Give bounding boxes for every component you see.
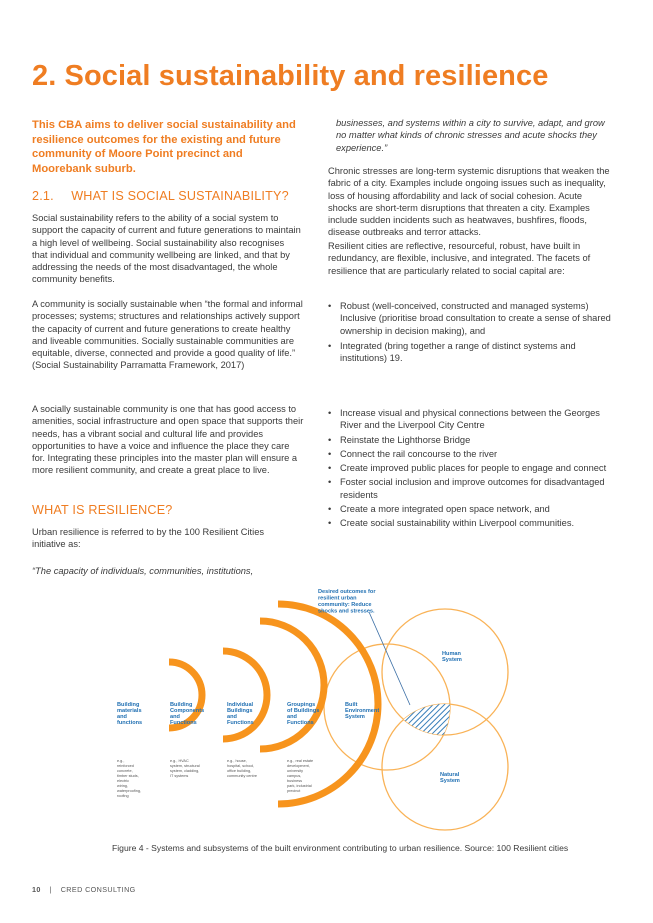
label-components-1: Building [170,702,193,708]
label-natural-2: System [440,778,460,784]
example-materials-3: concrete, [117,769,133,773]
label-materials-3: and [117,714,127,720]
list-item: • Foster social inclusion and improve outcomes for disadvantaged residents [328,476,614,501]
example-materials-6: wiring, [117,784,128,788]
list-item: • Integrated (bring together a range of distinct systems and institutions) 19. [328,340,614,365]
section-heading-resilience: WHAT IS RESILIENCE? [32,503,173,517]
label-groupings-1: Groupings [287,702,316,708]
label-individual-4: Functions [227,720,254,726]
label-built-2: Environment [345,708,380,714]
example-components-2: system, structural [170,764,200,768]
list-item: • Increase visual and physical connections between the Georges River and the Liverpool City Centre [328,407,614,432]
example-materials-1: e.g., [117,759,125,763]
label-materials-1: Building [117,702,140,708]
example-materials-8: roofing [117,794,129,798]
section-number: 2.1. [32,189,54,203]
footer-separator: | [49,885,52,894]
figure-caption: Figure 4 - Systems and subsystems of the built environment contributing to urban resilience. Source: 100 Resilient cities [112,843,569,853]
list-item: • Robust (well-conceived, constructed and managed systems) Inclusive (prioritise broad consultation to create a sense of shared ownership in decision making), and [328,300,614,337]
label-individual-2: Buildings [227,708,253,714]
list-item: • Create a more integrated open space network, and [328,503,614,515]
actions-list [328,407,614,530]
section-heading-text: WHAT IS SOCIAL SUSTAINABILITY? [71,189,289,203]
example-materials-5: electric [117,779,130,783]
callout-line-1: Desired outcomes for [318,589,376,595]
label-components-3: and [170,714,180,720]
page-title: 2. Social sustainability and resilience [32,60,549,92]
example-groupings-4: campus, [287,774,302,778]
callout-line-3: community: Reduce [318,602,372,608]
arc-individual-buildings [260,621,324,749]
example-individual-4: community centre [227,774,257,778]
footer-org: CRED CONSULTING [60,885,136,894]
section-heading-social-sustainability [32,189,289,203]
example-individual-2: hospital, school, [227,764,255,768]
example-components-3: system, cladding, [170,769,200,773]
list-item: • Reinstate the Lighthorse Bridge [328,434,614,446]
example-groupings-3: university [287,769,304,773]
label-groupings-2: of Buildings [287,708,320,714]
label-individual-1: Individual [227,702,254,708]
paragraph-resilient-cities: Resilient cities are reflective, resourceful, robust, have built in redundancy, are flexible, inclusive, and integrated. The facets of resilience that are particularly related to social capital are: [328,241,591,276]
example-materials-7: waterproofing, [117,789,142,793]
page-footer [32,885,136,894]
label-natural-1: Natural [440,772,460,778]
list-item: • Create improved public places for people to engage and connect [328,462,614,474]
resilience-quote-start: “The capacity of individuals, communities, institutions, [32,566,254,576]
label-materials-2: materials [117,708,142,714]
paragraph-social-2: A community is socially sustainable when “the formal and informal processes; systems; structures and relationships actively support the capacity of current and future generations to create healthy and liveable communities. Socially sustainable communities are equitable, diverse, connected and provide a good quality of life.” (Social Sustainability Parramatta Framework, 2017) [32,299,303,371]
example-materials-4: timber studs, [117,774,139,778]
paragraph-resilience-intro: Urban resilience is referred to by the 100 Resilient Cities initiative as: [32,527,265,550]
example-groupings-1: e.g., real estate [287,759,314,763]
label-components-4: Functions [170,720,197,726]
example-components-4: IT systems [170,774,189,778]
example-groupings-6: park, industrial [287,784,312,788]
resilience-facets-list [328,300,614,364]
example-groupings-2: development, [287,764,310,768]
example-groupings-5: business [287,779,302,783]
lead-paragraph: This CBA aims to deliver social sustainability and resilience outcomes for the existing and future community of Moore Point precinct and Moorebank suburb. [32,119,296,175]
paragraph-stresses-shocks: Chronic stresses are long-term systemic disruptions that weaken the fabric of a city. Examples include ongoing issues such as inequality, loss of housing affordability and lack of social cohesion. Acute shocks are short-term disruptions that threaten a city. Examples include sudden incidents such as heatwaves, bushfires, floods, disease outbreaks and terror attacks. [328,166,610,238]
list-item: • Connect the rail concourse to the river [328,448,614,460]
label-individual-3: and [227,714,237,720]
paragraph-social-3: A socially sustainable community is one that has good access to amenities, social infrastructure and open space that supports their needs, has a vibrant social and cultural life and provides opportunities to have a voice and influence the place they care for. Integrating these principles into the master plan will ensure a more resilient community, and create a great place to live. [32,404,304,476]
label-components-2: Components [170,708,205,714]
label-materials-4: functions [117,720,143,726]
label-human-2: System [442,657,462,663]
label-groupings-4: Functions [287,720,314,726]
resilience-systems-diagram [0,575,653,837]
page-number: 10 [32,885,41,894]
label-groupings-3: and [287,714,297,720]
list-item: • Create social sustainability within Liverpool communities. [328,517,614,529]
label-built-3: System [345,714,365,720]
example-components-1: e.g., HVAC [170,759,189,763]
example-groupings-7: precinct [287,789,301,793]
example-individual-3: office building, [227,769,252,773]
label-built-1: Built [345,702,358,708]
example-individual-1: e.g., house, [227,759,247,763]
resilience-quote-end: businesses, and systems within a city to survive, adapt, and grow no matter what kinds of chronic stresses and acute shocks they experience.” [336,118,605,153]
callout-line-2: resilient urban [318,595,357,602]
label-human-1: Human [442,651,461,657]
paragraph-social-1: Social sustainability refers to the ability of a social system to support the capacity of current and future generations to maintain a high level of wellbeing. Social sustainability also recognises that individual and community wellbeing are linked, and that by addressing the needs of the most disadvantaged, the whole community benefits. [32,213,301,285]
example-materials-2: reinforced [117,764,134,768]
callout-line-4: shocks and stresses. [318,608,375,615]
